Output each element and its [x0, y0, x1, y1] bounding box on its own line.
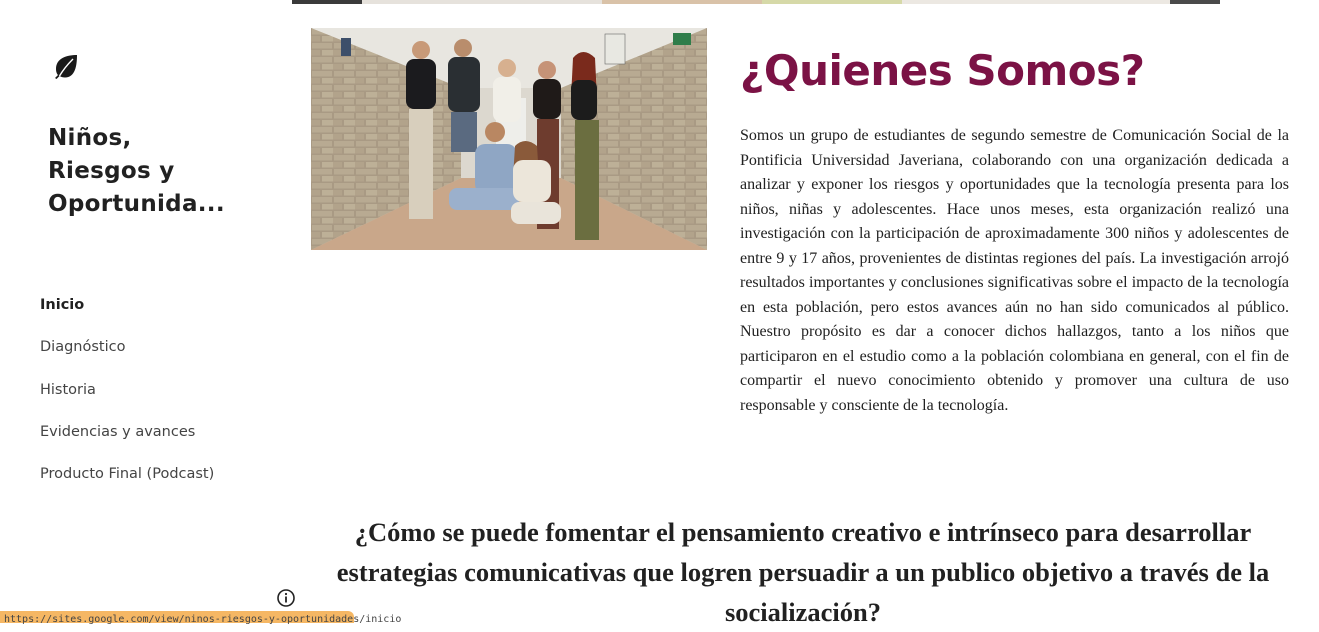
nav-item-inicio[interactable]: Inicio	[40, 297, 85, 313]
site-title-line: Niños,	[48, 125, 132, 151]
leaf-icon[interactable]	[53, 53, 79, 79]
nav-item-diagnostico[interactable]: Diagnóstico	[40, 339, 126, 356]
nav-item-evidencias[interactable]: Evidencias y avances	[40, 423, 196, 440]
section-heading: ¿Quienes Somos?	[740, 46, 1145, 95]
site-title-line: Oportunida...	[48, 191, 225, 217]
nav-item-historia[interactable]: Historia	[40, 381, 96, 398]
side-navigation	[40, 294, 214, 505]
banner-image-edge	[0, 0, 1319, 4]
site-title[interactable]	[48, 122, 248, 221]
nav-item-producto-final[interactable]: Producto Final (Podcast)	[40, 466, 215, 483]
group-photo	[311, 28, 707, 250]
link-status-bar: https://sites.google.com/view/ninos-riesgos-y-oportunidades/inicio	[0, 611, 354, 623]
research-question: ¿Cómo se puede fomentar el pensamiento creativo e intrínseco para desarrollar estrategias comunicativas que logren persuadir a un publico objetivo a través de la socialización?	[336, 517, 1270, 627]
intro-paragraph: Somos un grupo de estudiantes de segundo semestre de Comunicación Social de la Pontificia Universidad Javeriana, colaborando con una organización dedicada a analizar y exponer los riesgos y oportunidades que la tecnología presenta para los niños, niñas y adolescentes. Hace unos meses, esta organización realizó una investigación con la participación de aproximadamente 300 niños y adolescentes de entre 9 y 17 años, provenientes de distintas regiones del país. La investigación arrojó resultados importantes y conclusiones significativas sobre el impacto de la tecnología en esta población, pero estos avances aún no han sido comunicados al público. Nuestro propósito es dar a conocer dichos hallazgos, tanto a los niños que participaron en el estudio como a la población colombiana en general, con el fin de compartir el nuevo conocimiento obtenido y promover una cultura de uso responsable y consciente de la tecnología.	[740, 127, 1289, 414]
site-title-line: Riesgos y	[48, 158, 175, 184]
info-icon[interactable]	[276, 588, 296, 608]
